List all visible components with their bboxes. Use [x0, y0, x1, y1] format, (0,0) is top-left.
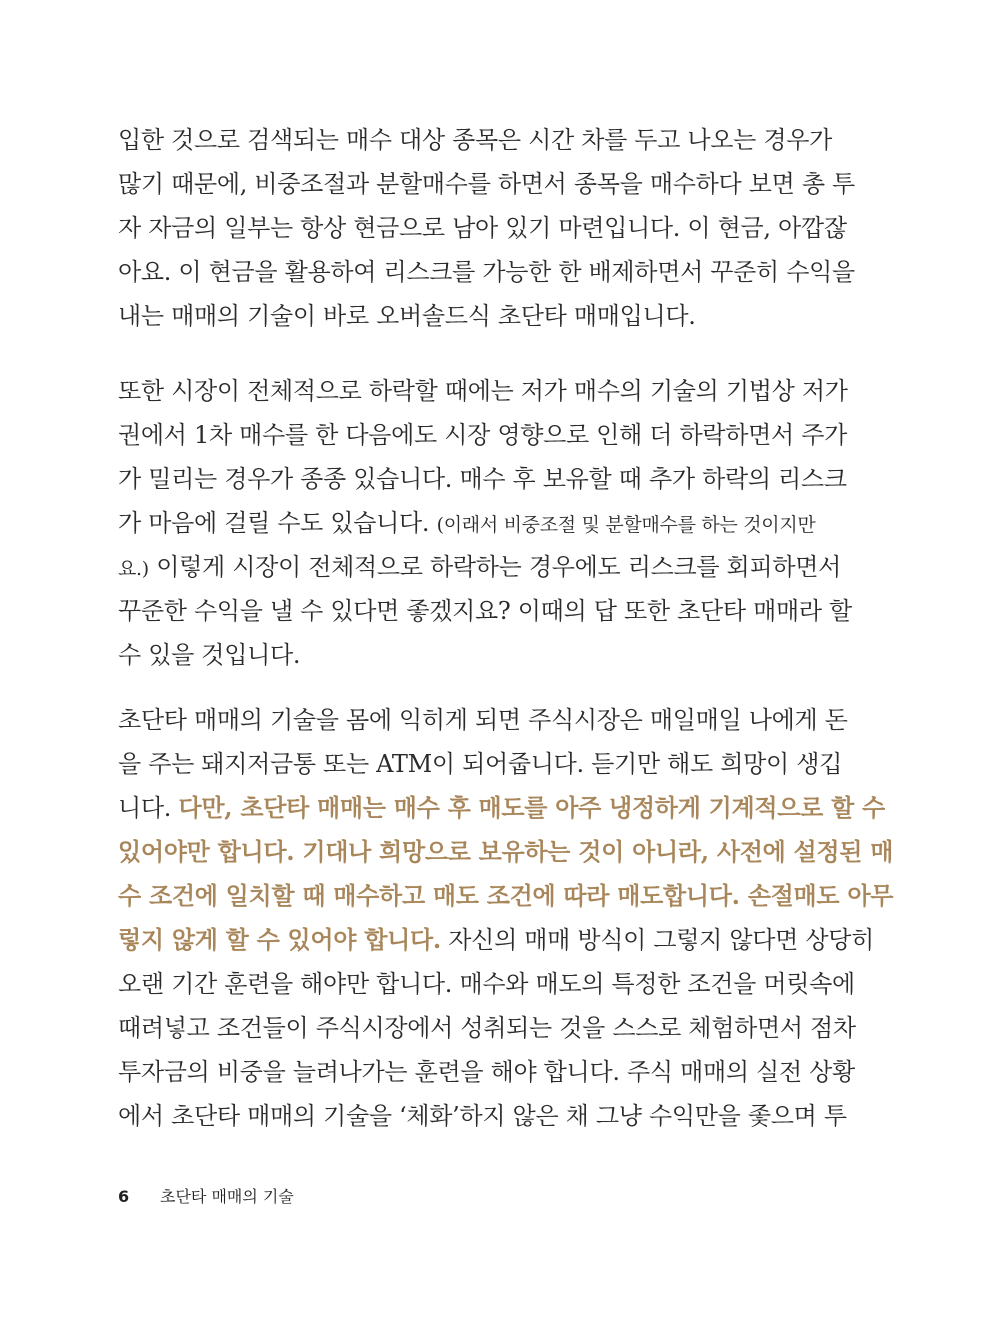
- text-line: 오랜 기간 훈련을 해야만 합니다. 매수와 매도의 특정한 조건을 머릿속에: [118, 970, 855, 998]
- text-line: 초단타 매매의 기술을 몸에 익히게 되면 주식시장은 매일매일 나에게 돈: [118, 706, 848, 734]
- text-line: [118, 545, 841, 589]
- text-segment: 자신의 매매 방식이 그렇지 않다면 상당히: [448, 926, 874, 954]
- text-segment: 니다.: [118, 794, 172, 822]
- paragraph-1: [118, 118, 855, 338]
- text-line: 때려넣고 조건들이 주식시장에서 성취되는 것을 스스로 체험하면서 점차: [118, 1014, 856, 1042]
- text-line: 입한 것으로 검색되는 매수 대상 종목은 시간 차를 두고 나오는 경우가: [118, 126, 833, 154]
- text-line: 또한 시장이 전체적으로 하락할 때에는 저가 매수의 기술의 기법상 저가: [118, 377, 848, 405]
- highlighted-text: 다만, 초단타 매매는 매수 후 매도를 아주 냉정하게 기계적으로 할 수: [178, 793, 885, 822]
- text-line: [118, 786, 885, 830]
- text-line: 꾸준한 수익을 낼 수 있다면 좋겠지요? 이때의 답 또한 초단타 매매라 할: [118, 597, 852, 625]
- paragraph-3: [118, 698, 894, 1138]
- text-segment: 이렇게 시장이 전체적으로 하락하는 경우에도 리스크를 회피하면서: [156, 553, 841, 581]
- text-line: 많기 때문에, 비중조절과 분할매수를 하면서 종목을 매수하다 보면 총 투: [118, 170, 855, 198]
- highlighted-text: 있어야만 합니다. 기대나 희망으로 보유하는 것이 아니라, 사전에 설정된 매: [118, 837, 894, 866]
- text-line: [118, 830, 894, 874]
- text-line: [118, 501, 816, 545]
- highlighted-text: 렇지 않게 할 수 있어야 합니다.: [118, 925, 441, 954]
- text-segment: 가 마음에 걸릴 수도 있습니다.: [118, 509, 430, 537]
- text-line: 투자금의 비중을 늘려나가는 훈련을 해야 합니다. 주식 매매의 실전 상황: [118, 1058, 855, 1086]
- text-line: 권에서 1차 매수를 한 다음에도 시장 영향으로 인해 더 하락하면서 주가: [118, 421, 848, 449]
- page-footer: [118, 1184, 294, 1207]
- parenthetical-note-end: 요.): [118, 558, 149, 580]
- running-title: 초단타 매매의 기술: [160, 1187, 294, 1206]
- text-line: 을 주는 돼지저금통 또는 ATM이 되어줍니다. 듣기만 해도 희망이 생깁: [118, 750, 842, 778]
- parenthetical-note: (이래서 비중조절 및 분할매수를 하는 것이지만: [436, 514, 816, 536]
- highlighted-text: 수 조건에 일치할 때 매수하고 매도 조건에 따라 매도합니다. 손절매도 아무: [118, 881, 894, 910]
- text-line: 수 있을 것입니다.: [118, 641, 301, 669]
- page-number: 6: [118, 1187, 130, 1206]
- text-line: 내는 매매의 기술이 바로 오버솔드식 초단타 매매입니다.: [118, 302, 696, 330]
- text-line: 자 자금의 일부는 항상 현금으로 남아 있기 마련입니다. 이 현금, 아깝잖: [118, 214, 847, 242]
- text-line: 가 밀리는 경우가 종종 있습니다. 매수 후 보유할 때 추가 하락의 리스크: [118, 465, 847, 493]
- text-line: 아요. 이 현금을 활용하여 리스크를 가능한 한 배제하면서 꾸준히 수익을: [118, 258, 855, 286]
- text-line: [118, 918, 874, 962]
- text-line: 에서 초단타 매매의 기술을 ‘체화’하지 않은 채 그냥 수익만을 좇으며 투: [118, 1102, 847, 1130]
- text-line: [118, 874, 894, 918]
- paragraph-2: [118, 369, 852, 677]
